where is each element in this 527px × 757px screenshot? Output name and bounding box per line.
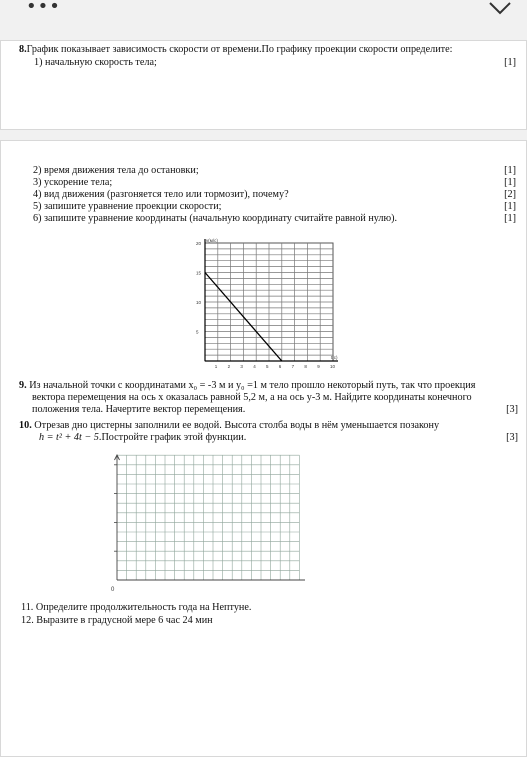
more-options-icon[interactable]: •••	[26, 0, 61, 17]
q8-item-6: 6) запишите уравнение координаты (начальную координату считайте равной нулю).	[33, 213, 398, 224]
q9-number: 9.	[19, 380, 27, 391]
x-tick-label: 4	[253, 364, 256, 369]
q8-item-3-points: [1]	[504, 177, 516, 188]
x-tick-label: 8	[304, 364, 307, 369]
y-tick-label: 5	[196, 329, 199, 335]
x-tick-label: 2	[227, 364, 231, 369]
q12-text: 12. Выразите в градусной мере 6 час 24 мин	[21, 615, 213, 626]
q8-item-5-points: [1]	[504, 201, 516, 212]
chevron-down-icon[interactable]	[486, 0, 514, 18]
x-tick-label: 1	[214, 364, 218, 369]
q8-item-2-points: [1]	[504, 165, 516, 176]
q8-item-1: 1) начальную скорость тела;	[34, 57, 157, 68]
x-axis-label: t(с)	[331, 355, 338, 360]
q9-line-2: вектора перемещения на ось x оказалась равной 5,2 м, а на ось y-3 м. Найдите координаты конечного	[32, 392, 472, 403]
velocity-time-chart	[195, 237, 345, 369]
x-tick-label: 9	[317, 364, 320, 369]
x-tick-label: 7	[291, 364, 295, 369]
q8-item-1-points: [1]	[504, 57, 516, 68]
x-tick-label: 5	[266, 364, 269, 369]
q8-item-3: 3) ускорение тела;	[33, 177, 113, 188]
question-card-top	[0, 40, 527, 130]
q10-block	[19, 420, 516, 444]
x-tick-label: 3	[240, 364, 243, 369]
q10-empty-grid	[105, 454, 305, 594]
q9-points: [3]	[506, 403, 518, 415]
question-card-main	[0, 140, 527, 757]
q10-line-2: .Постройте график этой функции.	[98, 431, 247, 443]
q9-line-3: положения тела. Начертите вектор перемещения.	[32, 403, 246, 415]
origin-label: 0	[111, 587, 115, 593]
x-tick-label: 6	[278, 364, 282, 369]
y-axis-label: v(м/с)	[206, 238, 218, 243]
q8-text: График показывает зависимость скорости от времени.По графику проекции скорости определите:	[26, 44, 453, 55]
q10-points: [3]	[506, 431, 518, 443]
q9-block	[19, 380, 516, 416]
q8-number: 8.	[19, 44, 27, 55]
q11-text: 11. Определите продолжительность года на Нептуне.	[21, 602, 252, 613]
q10-formula: h = t² + 4t − 5	[39, 431, 99, 443]
q8-heading	[19, 44, 452, 56]
q9-line-1: Из начальной точки с координатами x₀ = -3 м и y₀ =1 м тело прошло некоторый путь, так что проекция	[29, 380, 476, 391]
q10-line-1: Отрезав дно цистерны заполнили ее водой. Высота столба воды в нём уменьшается позакону	[34, 420, 440, 431]
q8-item-4-points: [2]	[504, 189, 516, 200]
q10-number: 10.	[19, 420, 32, 431]
q8-item-2: 2) время движения тела до остановки;	[33, 165, 199, 176]
top-bar	[0, 0, 527, 40]
y-tick-label: 20	[196, 241, 202, 246]
y-tick-label: 10	[196, 300, 202, 305]
q8-item-5: 5) запишите уравнение проекции скорости;	[33, 201, 222, 212]
q8-item-6-points: [1]	[504, 213, 516, 224]
x-tick-label: 10	[330, 364, 336, 369]
q8-item-4: 4) вид движения (разгоняется тело или тормозит), почему?	[33, 189, 289, 200]
y-tick-label: 15	[196, 270, 202, 276]
